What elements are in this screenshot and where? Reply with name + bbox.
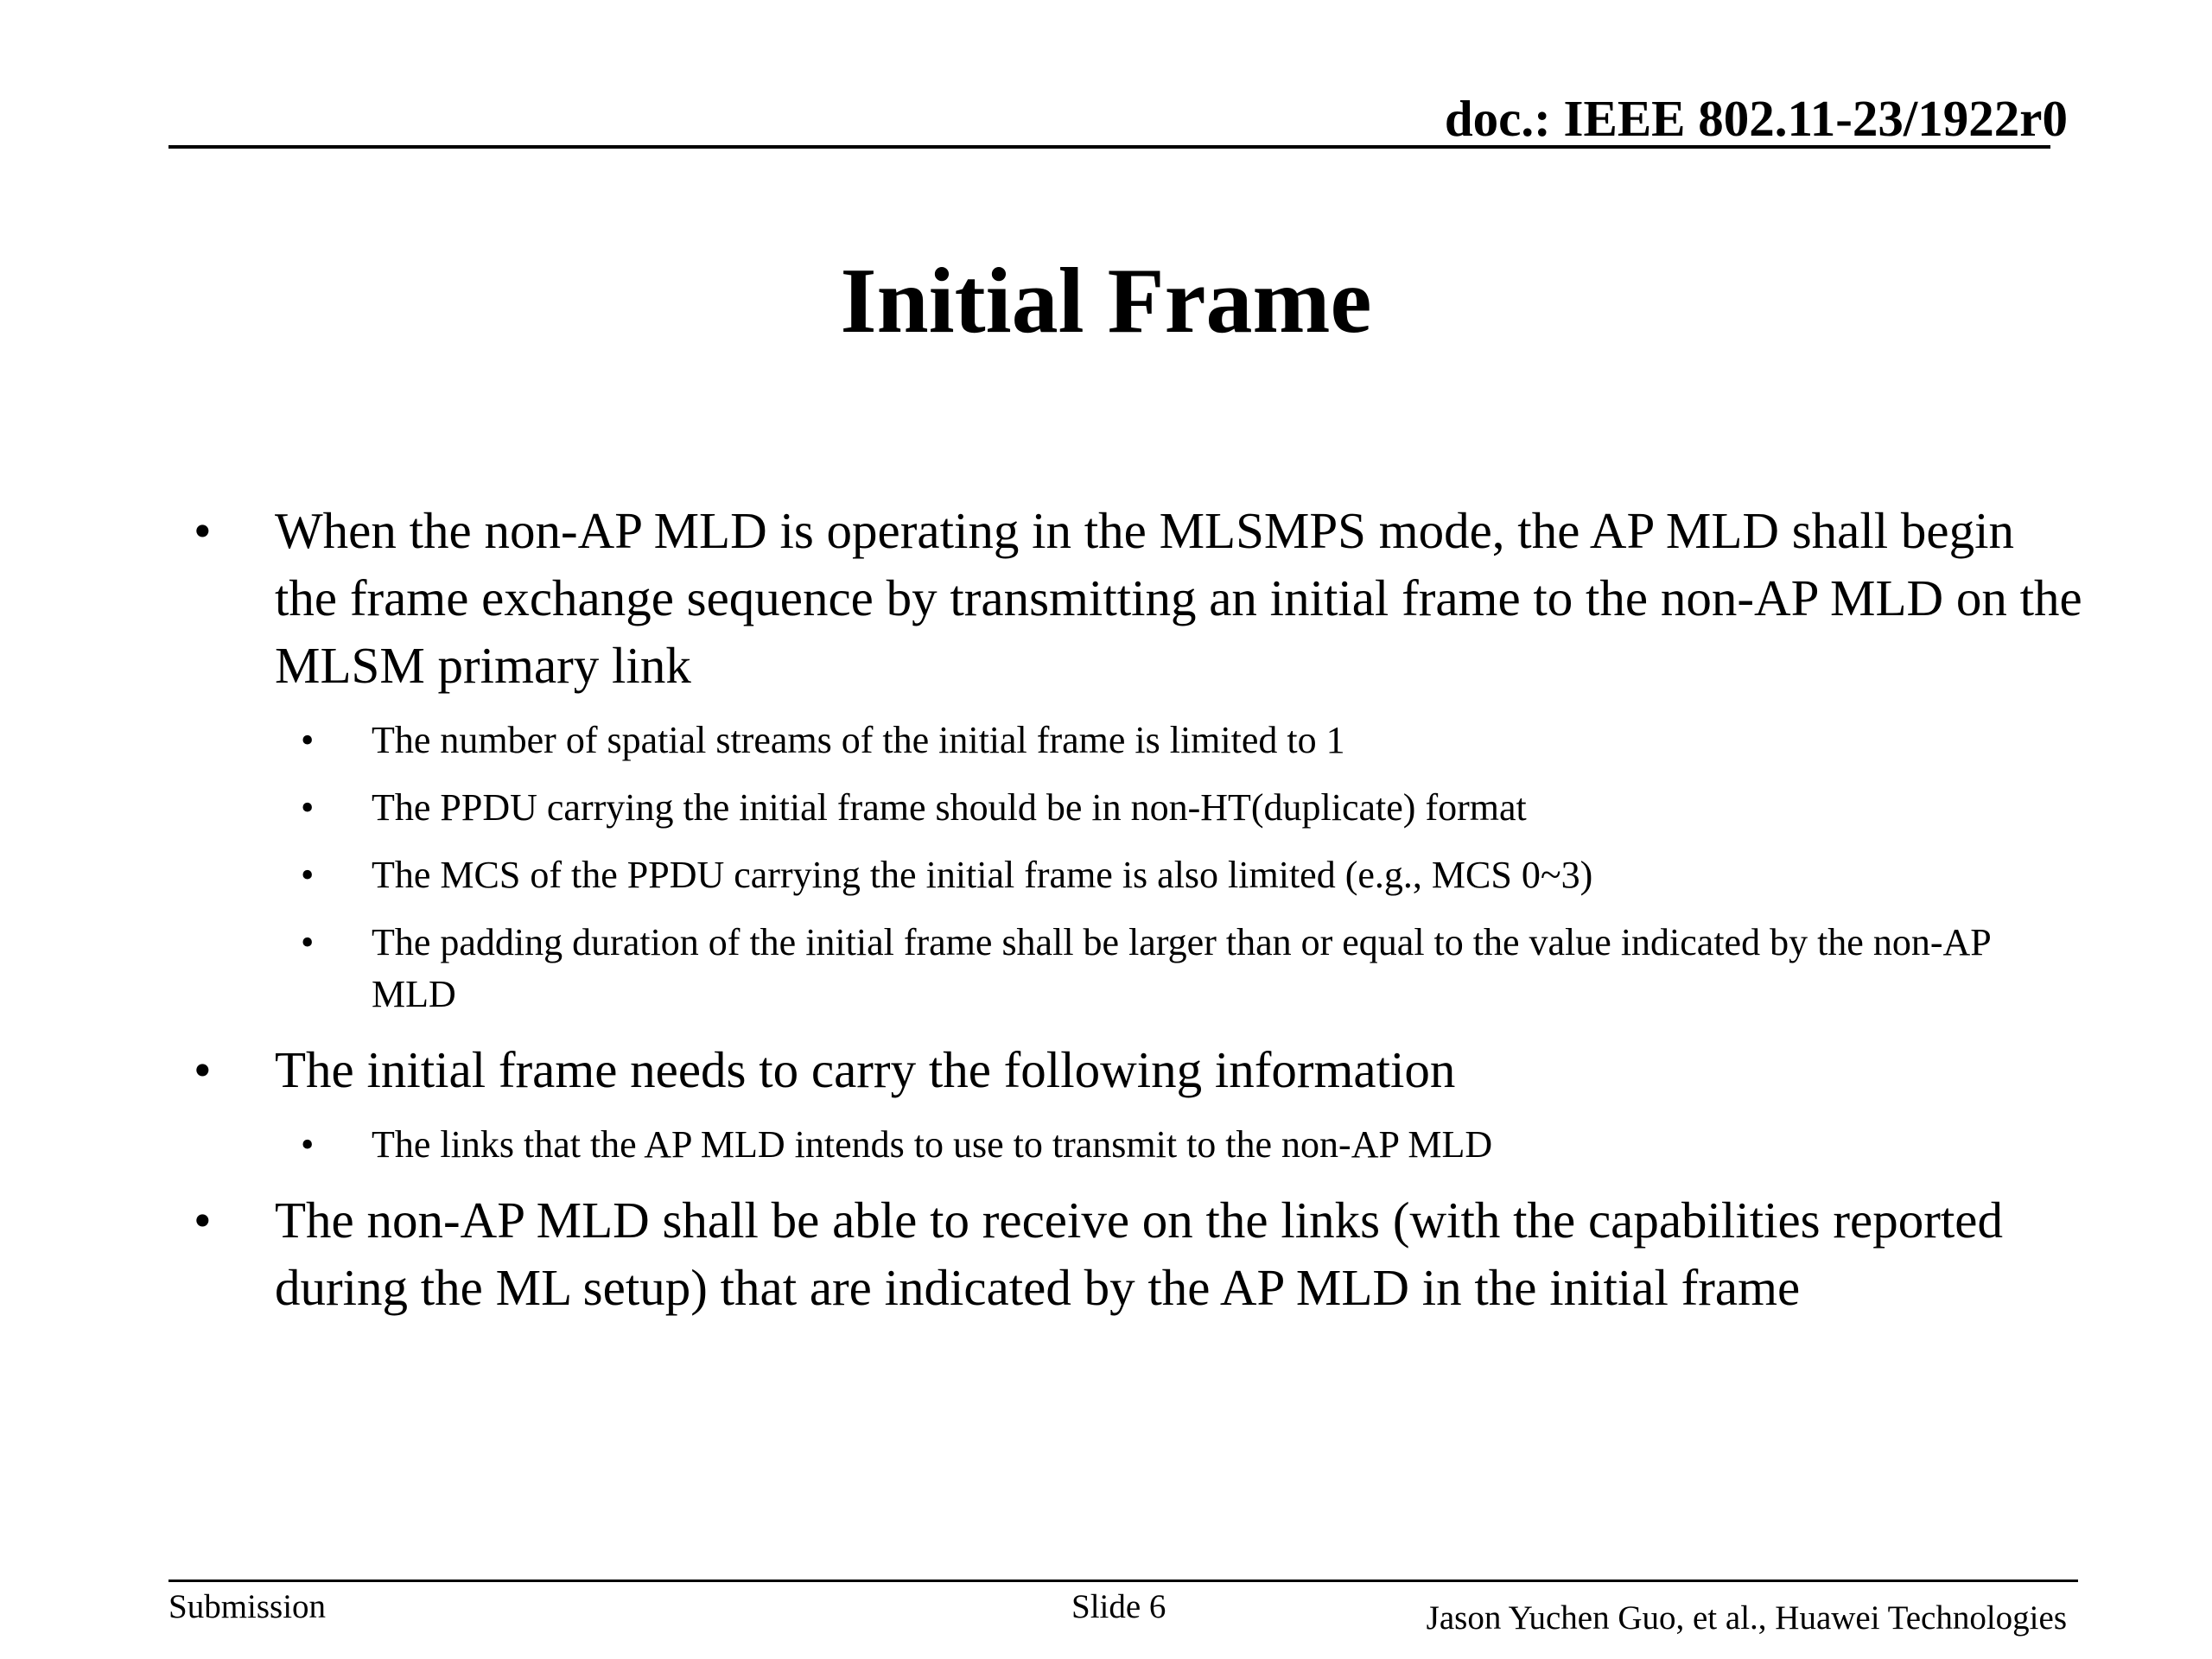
document-id: doc.: IEEE 802.11-23/1922r0 [1444, 90, 2068, 147]
sub-bullet-text: The PPDU carrying the initial frame should be in non-HT(duplicate) format [372, 786, 1527, 829]
slide-title: Initial Frame [840, 250, 1372, 353]
sub-bullet-item [181, 917, 2082, 1020]
bullet-text: When the non-AP MLD is operating in the MLSMPS mode, the AP MLD shall begin the frame exchange sequence by transmitting an initial frame to the non-AP MLD on the MLSM primary link [275, 502, 2082, 694]
bullet-dot-icon: • [301, 1123, 315, 1166]
bullet-dot-icon: • [301, 921, 315, 963]
sub-bullet-item [181, 715, 2082, 766]
slide-number: Slide 6 [1071, 1588, 1166, 1625]
sub-bullet-item [181, 849, 2082, 901]
footer-submission: Submission [168, 1588, 327, 1625]
bullet-dot-icon: • [301, 719, 315, 761]
bullet-item [181, 497, 2082, 699]
sub-bullet-text: The number of spatial streams of the initial frame is limited to 1 [372, 719, 1345, 761]
bullet-dot-icon: • [194, 1041, 212, 1098]
footer-divider [168, 1580, 2078, 1582]
bullet-dot-icon: • [301, 786, 315, 829]
header-divider [168, 145, 2050, 149]
bullet-item [181, 1036, 2082, 1103]
bullet-dot-icon: • [194, 502, 212, 559]
footer-authors: Jason Yuchen Guo, et al., Huawei Technologies [1426, 1599, 2067, 1637]
bullet-text: The initial frame needs to carry the following information [275, 1041, 1456, 1098]
sub-bullet-text: The padding duration of the initial frame shall be larger than or equal to the value indicated by the non-AP MLD [372, 921, 1991, 1015]
slide-content [181, 497, 2082, 1337]
bullet-dot-icon: • [301, 854, 315, 896]
sub-bullet-item [181, 782, 2082, 834]
sub-bullet-text: The MCS of the PPDU carrying the initial frame is also limited (e.g., MCS 0~3) [372, 854, 1593, 896]
sub-bullet-text: The links that the AP MLD intends to use to transmit to the non-AP MLD [372, 1123, 1493, 1166]
bullet-dot-icon: • [194, 1192, 212, 1249]
sub-bullet-item [181, 1119, 2082, 1171]
bullet-text: The non-AP MLD shall be able to receive on the links (with the capabilities reported during the ML setup) that are indicated by the AP MLD in the initial frame [275, 1192, 2003, 1316]
bullet-item [181, 1186, 2082, 1321]
